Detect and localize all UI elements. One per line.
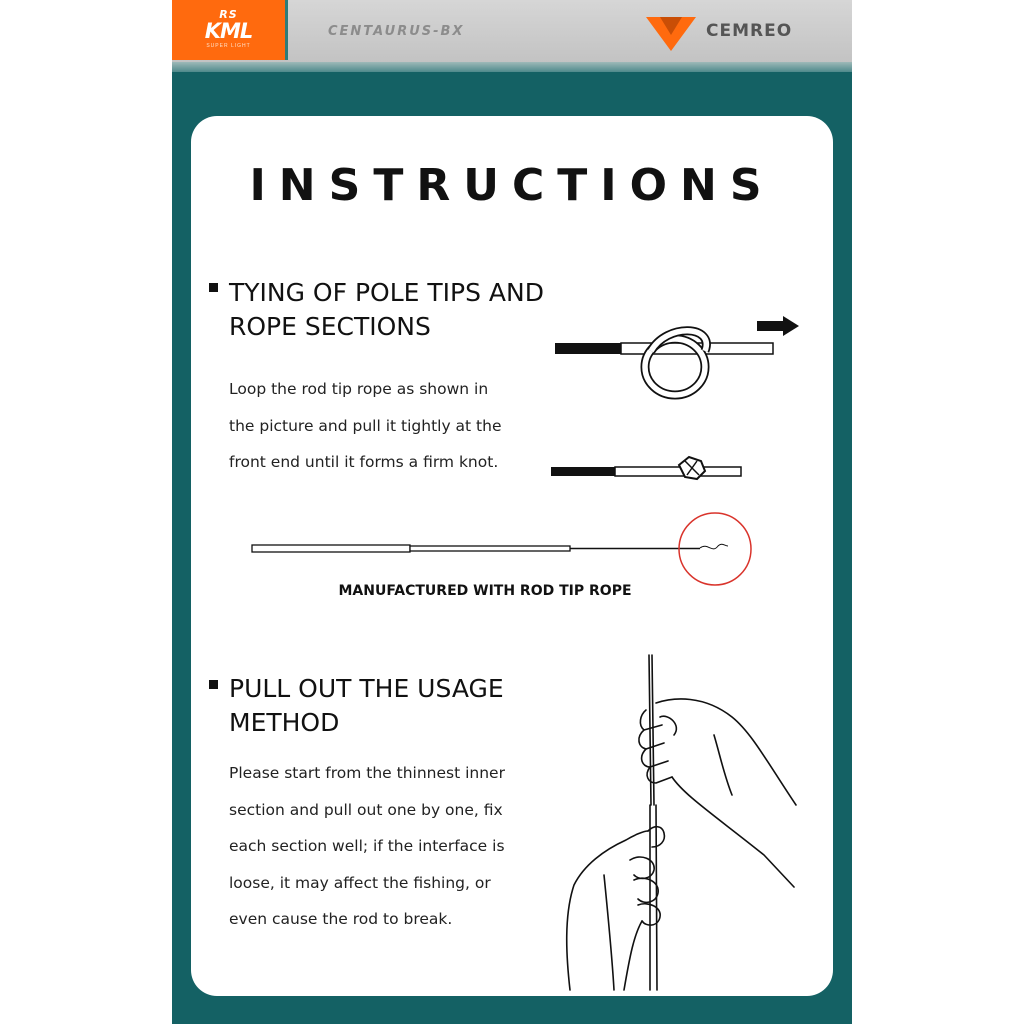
section1-heading-line2: ROPE SECTIONS [229,312,431,341]
badge-main-text: KML [204,19,253,43]
badge-top-text: RS [219,8,238,21]
section1-text: Loop the rod tip rope as shown in the picture and pull it tightly at the front end until it forms a firm knot. [229,380,502,471]
rod-illustration [252,512,757,588]
header-bar [172,0,852,62]
section2-heading-line1: PULL OUT THE USAGE [229,674,504,703]
brand-name: CEMREO [706,21,793,41]
triangle-logo-icon [646,15,696,53]
section-bullet [209,680,218,689]
arrow-right-icon [757,316,801,336]
hands-illustration [564,655,804,990]
header-divider [172,62,852,72]
rod-caption: MANUFACTURED WITH ROD TIP ROPE [338,583,632,599]
section-bullet [209,283,218,292]
section2-heading-line2: METHOD [229,708,340,737]
section2-text: Please start from the thinnest inner section and pull out one by one, fix each section well; if the interface is loose, it may affect the fishing, or even cause the rod to break. [229,764,505,928]
instruction-poster [172,0,852,1024]
brand-badge [172,0,288,60]
page-title: INSTRUCTIONS [249,160,775,211]
knot-tight-illustration [551,455,746,485]
model-name: CENTAURUS-BX [328,24,465,39]
badge-sub-text: SUPER LIGHT [206,43,251,49]
section1-heading-line1: TYING OF POLE TIPS AND [229,278,544,307]
